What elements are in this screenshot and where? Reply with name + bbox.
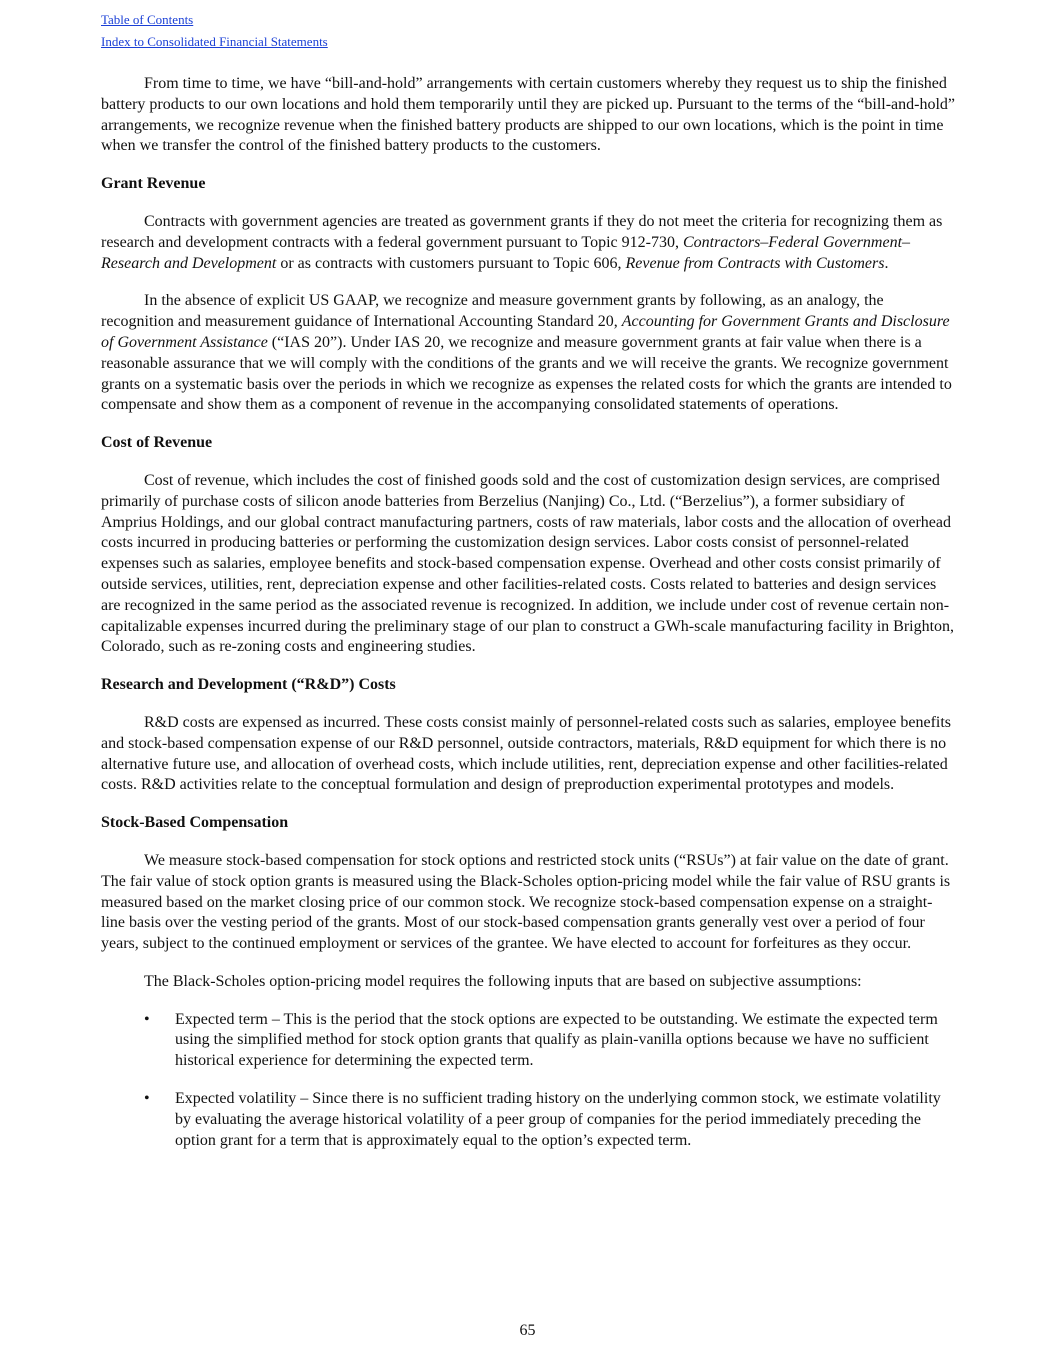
grant-revenue-paragraph-2: [101, 291, 955, 416]
grant-revenue-heading: Grant Revenue: [101, 175, 206, 193]
text-run: In the absence of explicit US GAAP, we recognize and measure government grants by following, as an analogy, the recognition and measurement guidance of International Accounting Standard 20,: [101, 292, 884, 331]
text-run: (“IAS 20”). Under IAS 20, we recognize and measure government grants at fair value when there is a reasonable assurance that we will comply with the conditions of the grants and we will receive the grants. We recognize government grants on a systematic basis over the periods in which we recognize as expenses the related costs for which the grants are intended to compensate and show them as a component of revenue in the accompanying consolidated statements of operations.: [101, 333, 952, 414]
text-run: or as contracts with customers pursuant to Topic 606,: [276, 254, 626, 272]
rd-costs-heading: Research and Development (“R&D”) Costs: [101, 676, 396, 694]
stock-based-compensation-heading: Stock-Based Compensation: [101, 814, 289, 832]
stock-based-compensation-paragraph-2: The Black-Scholes option-pricing model requires the following inputs that are based on subjective assumptions:: [144, 972, 862, 990]
grant-revenue-paragraph-1: [101, 212, 955, 274]
document-body: [101, 74, 955, 1168]
top-navigation: [101, 9, 328, 53]
italic-reference: Contractors–Federal Government–Research and Development: [101, 233, 911, 272]
bill-and-hold-paragraph: From time to time, we have “bill-and-hold” arrangements with certain customers whereby they request us to ship the finished battery products to our own locations and hold them temporarily until they are picked up. Pursuant to the terms of the “bill-and-hold” arrangements, we recognize revenue when the finished battery products are shipped to our own locations, which is the point in time when we transfer the control of the finished battery products to the customers.: [101, 75, 956, 155]
italic-reference: Revenue from Contracts with Customers: [625, 254, 885, 272]
stock-based-compensation-paragraph-1: We measure stock-based compensation for stock options and restricted stock units (“RSUs”) at fair value on the date of grant. The fair value of stock option grants is measured using the Black-Scholes option-pricing model while the fair value of RSU grants is measured based on the market closing price of our common stock. We recognize stock-based compensation expense on a straight-line basis over the vesting period of the grants. Most of our stock-based compensation grants generally vest over a period of four years, subject to the continued employment or services of the grantee. We have elected to account for forfeitures as they occur.: [101, 851, 951, 953]
list-item-text: Expected term – This is the period that the stock options are expected to be outstanding. We estimate the expected term using the simplified method for stock option grants that qualify as plain-vanilla options because we have no sufficient historical experience for determining the expected term.: [175, 1010, 938, 1070]
italic-reference: Accounting for Government Grants and Disclosure of Government Assistance: [101, 313, 950, 351]
text-run: .: [884, 254, 889, 272]
list-item: [101, 1010, 955, 1072]
cost-of-revenue-heading: Cost of Revenue: [101, 434, 213, 452]
financial-statements-index-link[interactable]: Index to Consolidated Financial Statements: [101, 34, 328, 49]
bullet-icon: •: [144, 1010, 150, 1028]
text-run: Contracts with government agencies are treated as government grants if they do not meet the criteria for recognizing them as research and development contracts with a federal government pursuant to Topic 912-730,: [101, 212, 943, 251]
cost-of-revenue-paragraph: Cost of revenue, which includes the cost of finished goods sold and the cost of customization design services, are comprised primarily of purchase costs of silicon anode batteries from Berzelius (Nanjing) Co., Ltd. (“Berzelius”), a former subsidiary of Amprius Holdings, and our global contract manufacturing partners, costs of raw materials, labor costs and the allocation of overhead costs incurred in producing batteries or performing the customization design services. Labor costs consist of personnel-related expenses such as salaries, employee benefits and stock-based compensation expense. Overhead and other costs consist primarily of outside services, utilities, rent, depreciation expense and other facilities-related costs. Costs related to batteries and design services are recognized in the same period as the associated revenue is recognized. In addition, we include under cost of revenue certain non-capitalizable expenses incurred during the preliminary stage of our plan to construct a GWh-scale manufacturing facility in Brighton, Colorado, such as re-zoning costs and engineering studies.: [101, 471, 955, 656]
table-of-contents-link[interactable]: Table of Contents: [101, 12, 194, 27]
bullet-icon: •: [144, 1090, 150, 1108]
rd-costs-paragraph: R&D costs are expensed as incurred. These costs consist mainly of personnel-related costs such as salaries, employee benefits and stock-based compensation expense of our R&D personnel, outside contractors, materials, R&D equipment for which there is no alternative future use, and allocation of overhead costs, which include utilities, rent, depreciation expense and other facilities-related costs. R&D activities relate to the conceptual formulation and design of preproduction experimental prototypes and models.: [101, 713, 952, 794]
list-item-text: Expected volatility – Since there is no sufficient trading history on the underlying common stock, we estimate volatility by evaluating the average historical volatility of a peer group of companies for the period immediately preceding the option grant for a term that is approximately equal to the option’s expected term.: [175, 1090, 941, 1149]
list-item: [101, 1089, 955, 1151]
page-number: 65: [519, 1322, 536, 1339]
